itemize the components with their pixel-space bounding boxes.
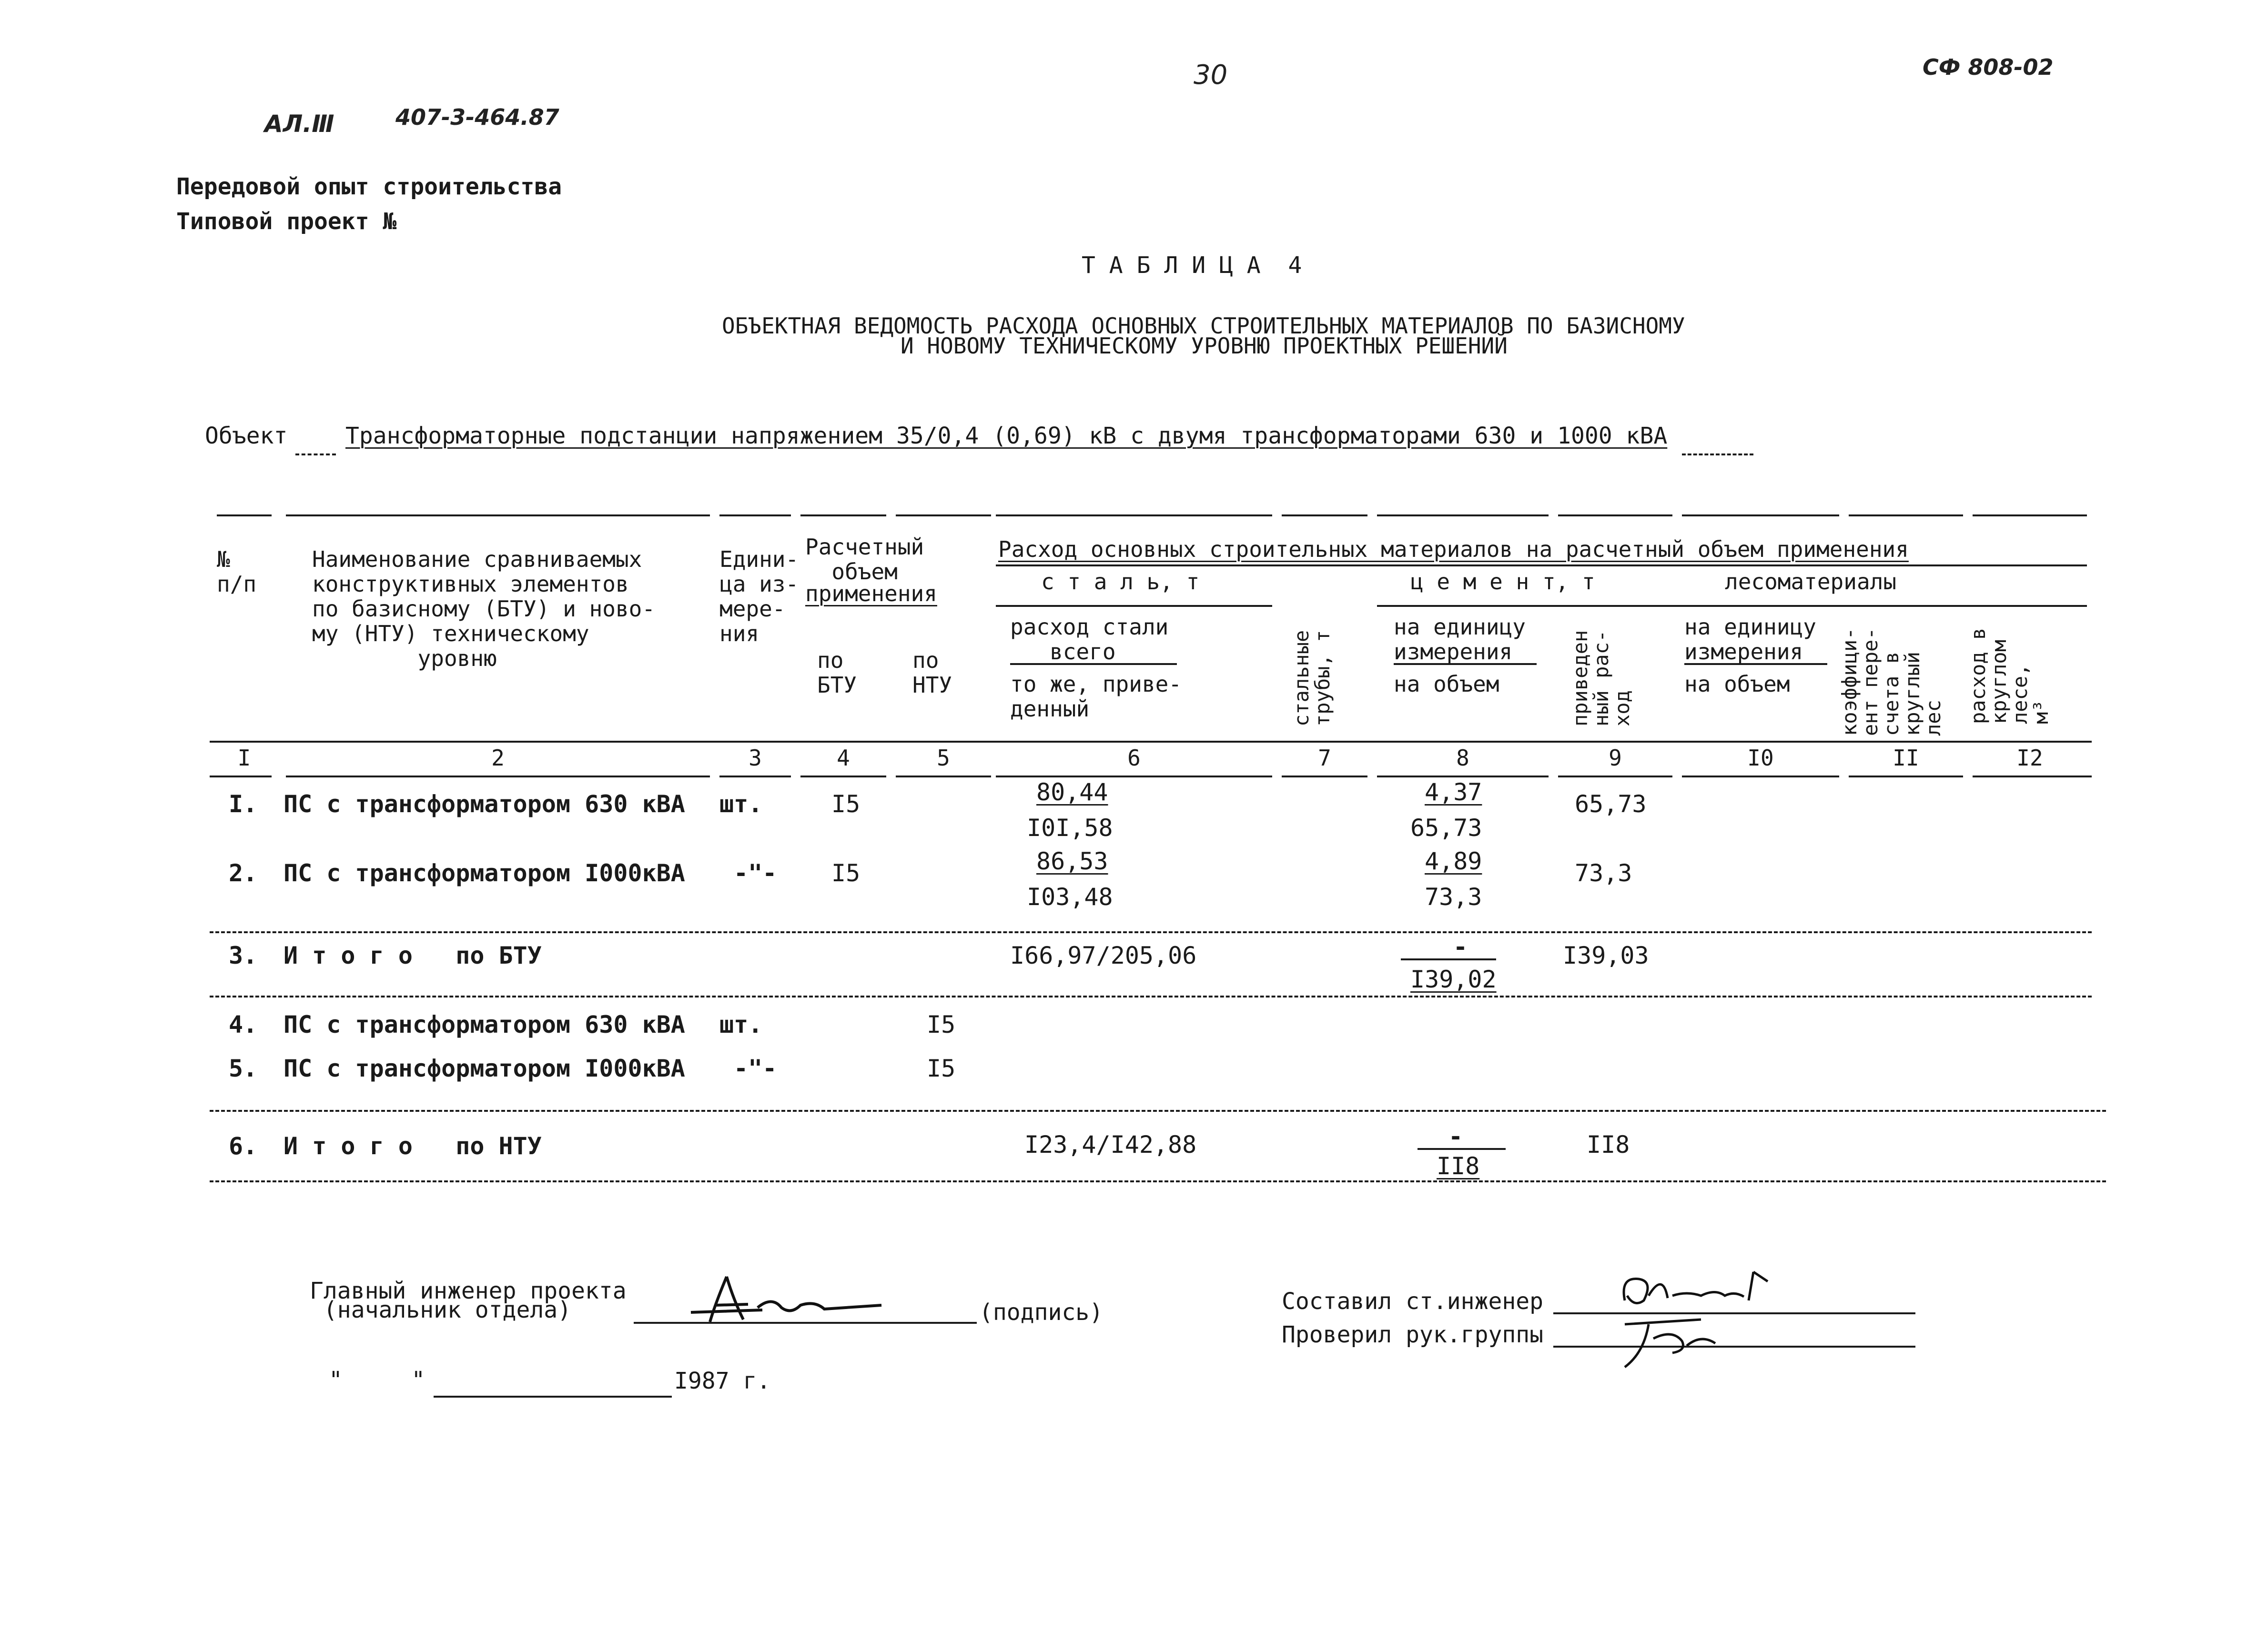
row-name: ПС с трансформатором 630 кВА (284, 790, 685, 818)
rule (1401, 958, 1496, 960)
row-num: 5. (229, 1055, 258, 1082)
row-nty: I5 (927, 1055, 956, 1082)
rule (1282, 776, 1367, 777)
row-cement-bottom: 65,73 (1410, 814, 1482, 842)
header-unit: Едини- ца из- мере- ния (719, 546, 799, 646)
row-steel-bottom: I03,48 (1027, 883, 1113, 911)
col-number: 6 (1127, 745, 1141, 771)
header-cement: ц е м е н т, т (1410, 569, 1595, 594)
rule (996, 605, 1272, 607)
col-number: 8 (1456, 745, 1469, 771)
rule (1558, 514, 1672, 516)
date-line (434, 1396, 672, 1398)
date-quotes: " " (329, 1367, 425, 1393)
dashed-rule (210, 1110, 2106, 1112)
row-name: ПС с трансформатором 630 кВА (284, 1011, 685, 1038)
object-trail-dash (1682, 453, 1753, 455)
row-reduced: I39,03 (1563, 942, 1649, 969)
chief-engineer-label: Главный инженер проекта (начальник отдела) (310, 1278, 627, 1323)
rule (1394, 663, 1537, 665)
row-bty: I5 (831, 859, 861, 887)
rule (1973, 776, 2092, 777)
compiled-label: Составил ст.инженер (1282, 1288, 1544, 1315)
rule (896, 514, 991, 516)
header-cement-unit: на единицу измерения (1394, 614, 1526, 665)
rule (1973, 514, 2087, 516)
rule (1377, 776, 1549, 777)
row-name: ПС с трансформатором I000кВА (284, 1055, 685, 1082)
rule (210, 741, 2092, 743)
object-label: Объект (205, 423, 288, 449)
row-cement-top: 4,37 (1425, 778, 1482, 806)
row-num: 4. (229, 1011, 258, 1038)
rule (996, 776, 1272, 777)
header-timber-unit: на единицу измерения (1684, 614, 1816, 665)
header-steel-reduced: то же, приве- денный (1010, 671, 1182, 722)
header-timber-volume: на объем (1684, 671, 1790, 697)
rule (1849, 514, 1963, 516)
col-number: 2 (491, 745, 505, 771)
rule (996, 514, 1272, 516)
rule (896, 776, 991, 777)
header-line2: Типовой проект № (176, 208, 397, 235)
row-steel-top: I23,4/I42,88 (1024, 1131, 1197, 1159)
row-unit: -"- (734, 859, 777, 887)
header-steel-total: расход стали всего (1010, 614, 1169, 665)
row-nty: I5 (927, 1011, 956, 1038)
rule (286, 776, 710, 777)
dashed-rule (210, 931, 2092, 933)
row-reduced: 73,3 (1575, 859, 1632, 887)
col-number: 9 (1609, 745, 1622, 771)
row-name: И т о г о по БТУ (284, 942, 542, 969)
rule (719, 514, 791, 516)
row-num: 2. (229, 859, 258, 887)
row-steel-top: 86,53 (1036, 847, 1108, 875)
rule (1282, 514, 1367, 516)
row-name: И т о г о по НТУ (284, 1132, 542, 1160)
object-lead-dash (295, 453, 336, 455)
header-bty: по БТУ (817, 647, 857, 698)
rule (217, 514, 272, 516)
table-label: Т А Б Л И Ц А 4 (1082, 252, 1302, 279)
page-number: 30 (1194, 60, 1228, 91)
header-volume: Расчетный объем (805, 534, 924, 584)
rule (1558, 776, 1672, 777)
title-line1: ОБЪЕКТНАЯ ВЕДОМОСТЬ РАСХОДА ОСНОВНЫХ СТРОИТЕЛЬНЫХ МАТЕРИАЛОВ ПО БАЗИСНОМУ (722, 313, 1685, 339)
row-bty: I5 (831, 790, 861, 818)
object-value: Трансформаторные подстанции напряжением 35/0,4 (0,69) кВ с двумя трансформаторами 630 и 1000 кВА (345, 423, 1668, 449)
row-name: ПС с трансформатором I000кВА (284, 859, 685, 887)
header-timber: лесоматериалы (1725, 569, 1897, 594)
rule (1684, 663, 1827, 665)
header-num: № п/п (217, 546, 257, 597)
row-steel-bottom: I0I,58 (1027, 814, 1113, 842)
rule (1418, 1148, 1506, 1150)
row-steel-top: 80,44 (1036, 778, 1108, 806)
rule (286, 514, 710, 516)
row-num: 3. (229, 942, 258, 969)
row-cement-top: - (1448, 1123, 1463, 1150)
checked-signature (1606, 1305, 1730, 1372)
rule (1849, 776, 1963, 777)
header-steel: с т а л ь, т (1041, 569, 1200, 594)
doc-code: СФ 808-02 (1923, 54, 2054, 80)
album-label: АЛ.Ⅲ (264, 110, 334, 138)
row-num: 6. (229, 1132, 258, 1160)
header-timber-round: расход в круглом лесе, м³ (1966, 627, 2053, 724)
rule (800, 776, 886, 777)
rule (1682, 514, 1839, 516)
rule (800, 514, 886, 516)
row-cement-top: - (1453, 933, 1468, 961)
header-cement-volume: на объем (1394, 671, 1499, 697)
date-year: I987 г. (674, 1368, 771, 1394)
row-steel-top: I66,97/205,06 (1010, 942, 1197, 969)
signature-caption: (подпись) (979, 1299, 1104, 1326)
dashed-rule (210, 1180, 2106, 1182)
header-consumption: Расход основных строительных материалов на расчетный объем применения (998, 536, 1909, 562)
rule (1377, 605, 2087, 607)
row-reduced: II8 (1587, 1131, 1630, 1159)
rule (1377, 514, 1549, 516)
rule (719, 776, 791, 777)
row-cement-bottom: I39,02 (1410, 966, 1497, 993)
row-unit: шт. (719, 1011, 763, 1038)
header-volume-apply: применения (805, 581, 937, 606)
col-number: 4 (837, 745, 850, 771)
row-cement-bottom: 73,3 (1425, 883, 1482, 911)
header-cement-reduced: приведен ный рас- ход (1569, 630, 1634, 726)
row-unit: шт. (719, 790, 763, 818)
rule (1010, 663, 1177, 665)
rule (1682, 776, 1839, 777)
col-number: 5 (937, 745, 950, 771)
project-code: 407-3-464.87 (395, 104, 559, 130)
title-line2: И НОВОМУ ТЕХНИЧЕСКОМУ УРОВНЮ ПРОЕКТНЫХ РЕШЕНИЙ (901, 333, 1508, 359)
col-number: 7 (1318, 745, 1331, 771)
header-line1: Передовой опыт строительства (176, 173, 562, 200)
col-number: I2 (2016, 745, 2043, 771)
col-number: II (1893, 745, 1919, 771)
header-steel-pipes: стальные трубы, т (1290, 630, 1334, 726)
checked-label: Проверил рук.группы (1282, 1321, 1544, 1348)
row-unit: -"- (734, 1055, 777, 1082)
header-timber-coef: коэффици- ент пере- счета в круглый лес (1838, 627, 1945, 736)
row-cement-top: 4,89 (1425, 847, 1482, 875)
row-reduced: 65,73 (1575, 790, 1647, 818)
row-num: I. (229, 790, 258, 818)
row-cement-bottom: II8 (1437, 1152, 1480, 1180)
col-number: I0 (1747, 745, 1774, 771)
rule (210, 776, 272, 777)
header-nty: по НТУ (912, 647, 952, 698)
rule (996, 564, 2087, 566)
dashed-rule (210, 996, 2092, 997)
header-name: Наименование сравниваемых конструктивных элементов по базисному (БТУ) и ново- му (НТУ) техническому уровню (312, 546, 656, 671)
chief-signature (681, 1267, 929, 1329)
col-number: I (237, 745, 251, 771)
col-number: 3 (749, 745, 762, 771)
